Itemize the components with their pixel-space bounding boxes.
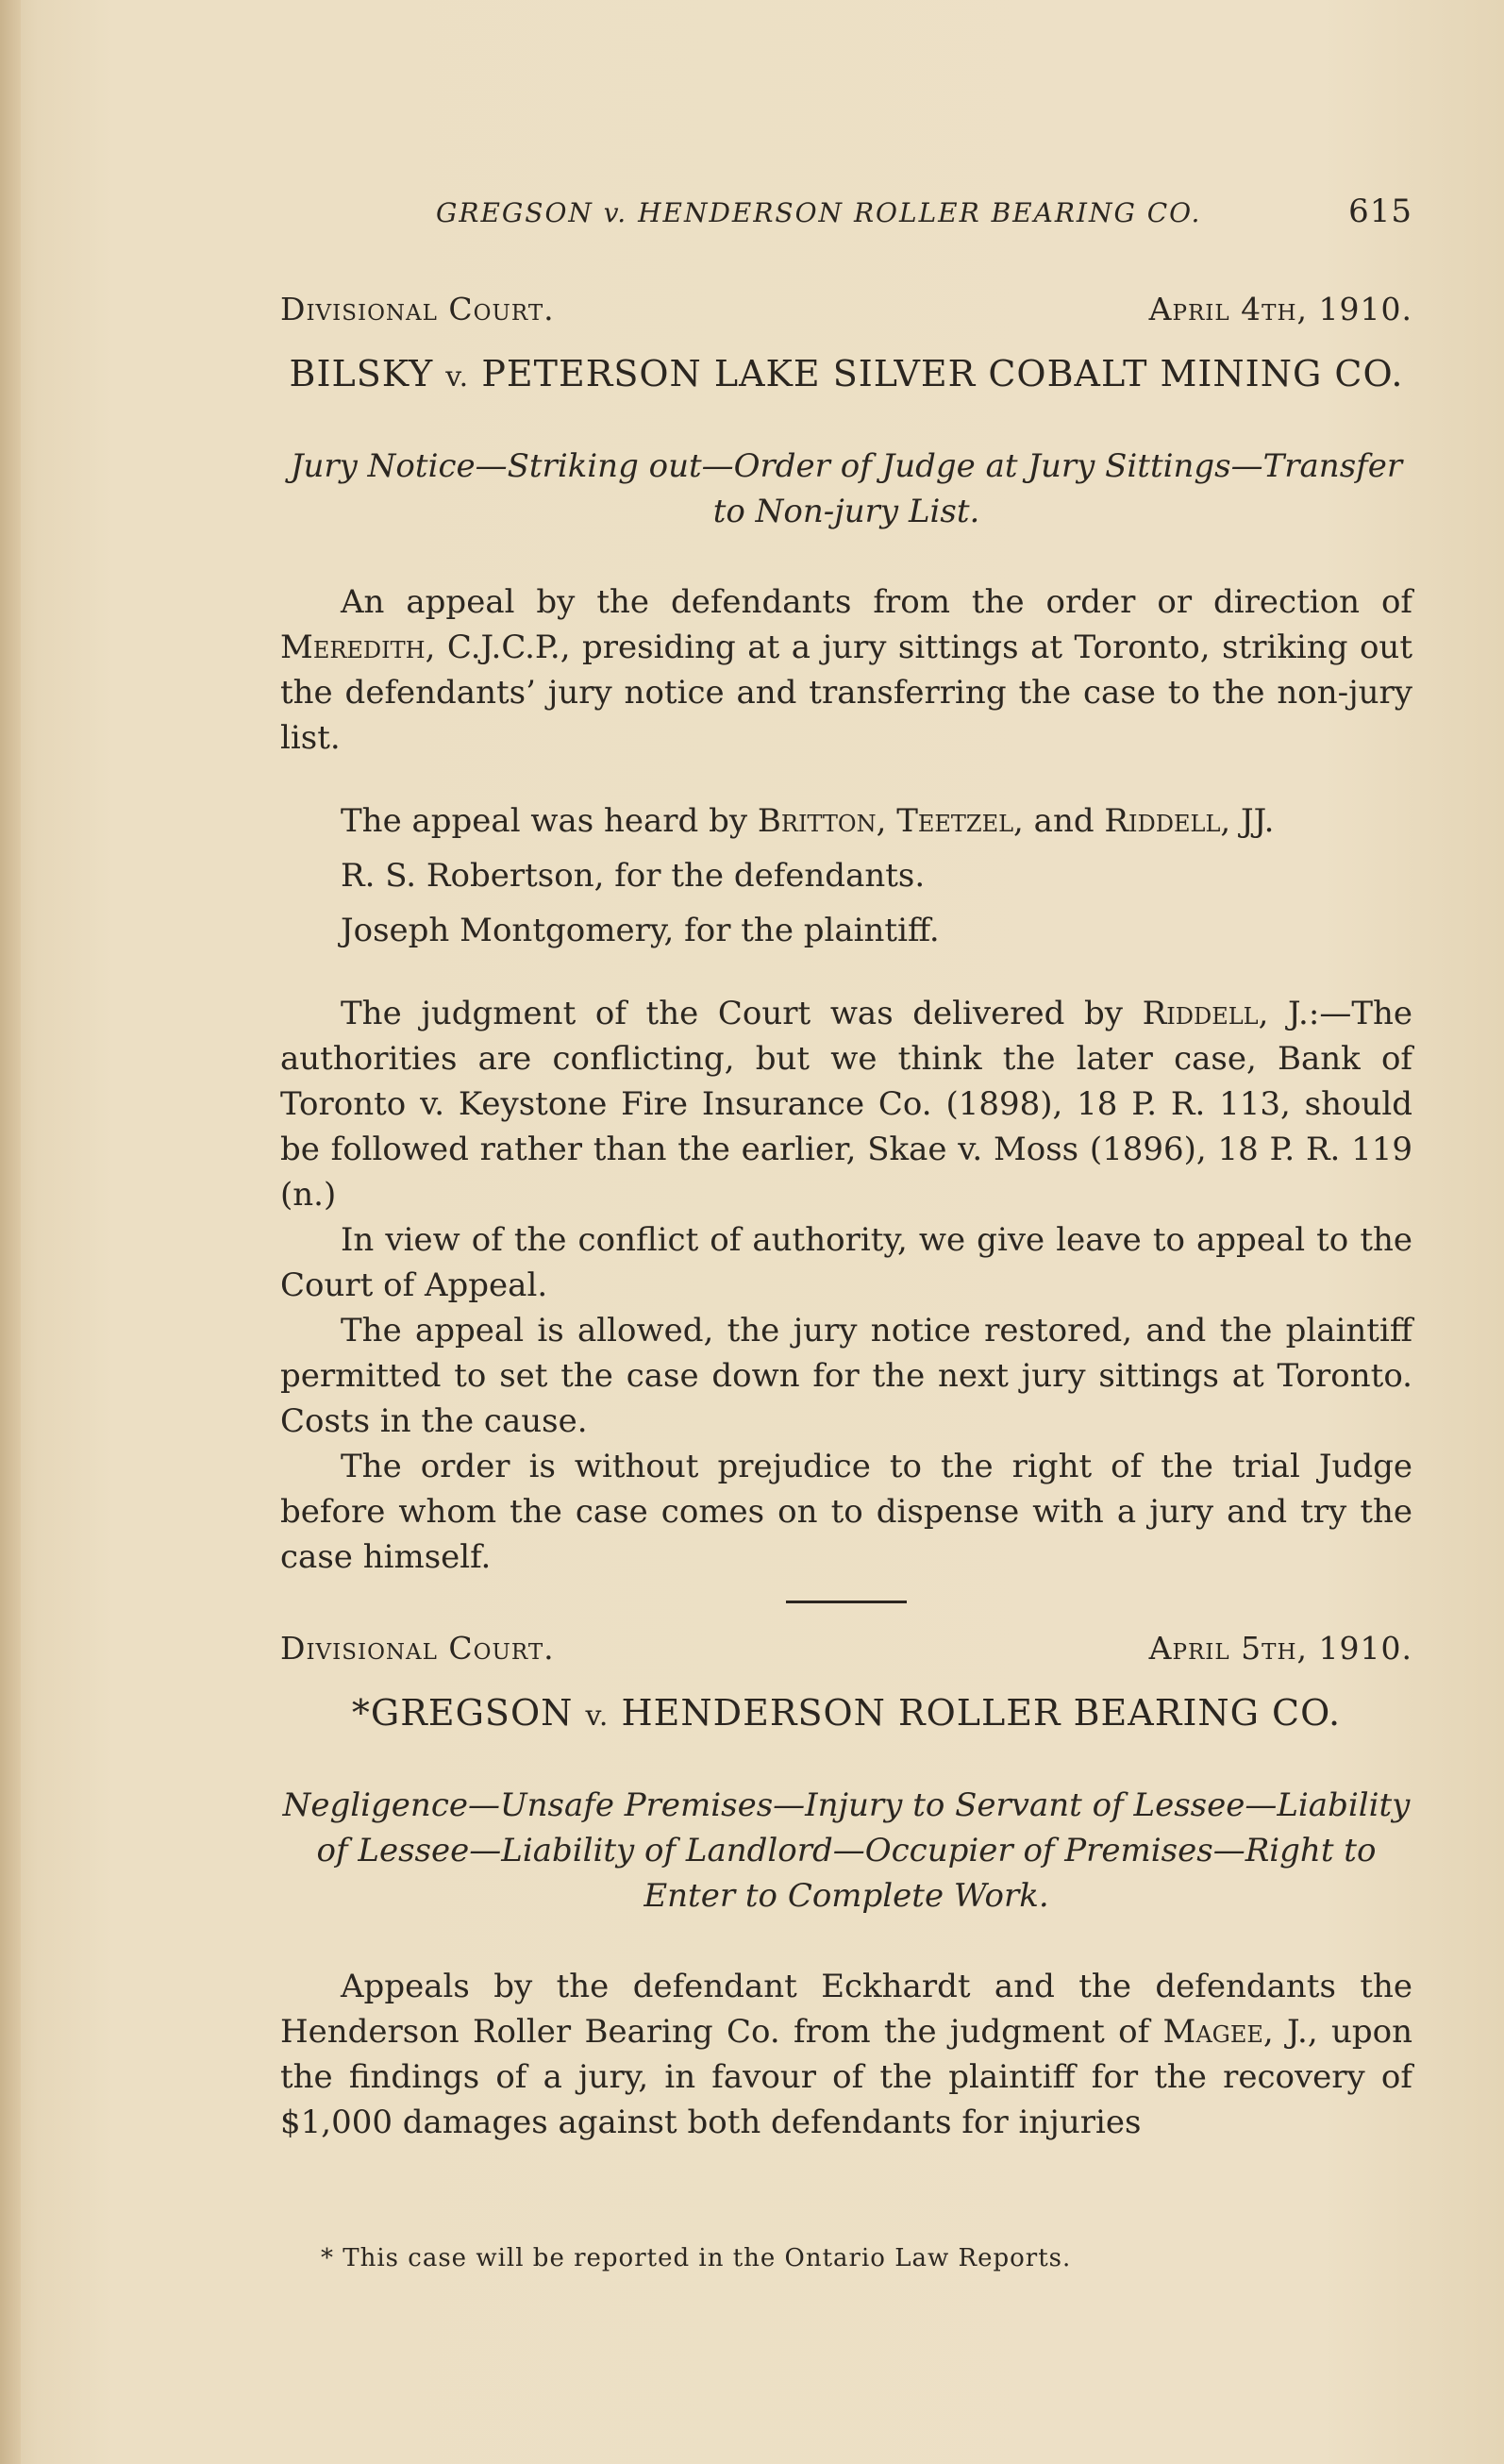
- running-head: [280, 189, 1412, 236]
- case1-intro: [280, 579, 1412, 761]
- case1-para-3: The appeal is allowed, the jury notice restored, and the plaintiff permitted to set the case down for the next jury sittings at Toronto. Costs in the cause.: [280, 1312, 1412, 1440]
- case1-intro-judge: Meredith: [280, 629, 426, 666]
- case1-catchwords: Jury Notice—Striking out—Order of Judge at Jury Sittings—Transfer to Non-jury List.: [290, 447, 1403, 530]
- case1-title-defendant: PETERSON LAKE SILVER COBALT MINING CO.: [481, 353, 1404, 394]
- case1-counsel-1: R. S. Robertson, for the defendants.: [341, 857, 926, 895]
- case2-title-plaintiff: *GREGSON: [351, 1692, 574, 1734]
- case2-intro-start: Appeals by the defendant Eckhardt and the defendants the Henderson Roller Bearing Co. from the judgment of: [280, 1968, 1412, 2051]
- case1-para-4: The order is without prejudice to the right of the trial Judge before whom the case comes on to dispense with a jury and try the case himself.: [280, 1448, 1412, 1576]
- case1-counsel-2: Joseph Montgomery, for the plaintiff.: [341, 912, 940, 949]
- case2-title-defendant: HENDERSON ROLLER BEARING CO.: [621, 1692, 1342, 1734]
- case2-intro-judge: Magee: [1162, 2013, 1263, 2051]
- case1-heard-judges: Britton, Teetzel,: [757, 802, 1024, 840]
- running-head-title: GREGSON v. HENDERSON ROLLER BEARING CO.: [436, 197, 1202, 228]
- page-number: 615: [1348, 193, 1412, 230]
- case2-court-line: [280, 1626, 1412, 1671]
- case2-title-versus: v.: [585, 1700, 610, 1733]
- case1-judgment-text: :—The authorities are conflicting, but we think the later case, Bank of Toronto v. Keystone Fire Insurance Co. (1898), 18 P. R. 113, should be followed rather than the earlier, Skae v. Moss (1896), 18 P. R. 119 (n.): [280, 995, 1413, 1214]
- case1-intro-rest: , C.J.C.P., presiding at a jury sittings at Toronto, striking out the defendants’ jury notice and transferring the case to the non-jury list.: [280, 629, 1412, 757]
- case1-heard-start: The appeal was heard by: [341, 802, 758, 840]
- case1-title-plaintiff: BILSKY: [289, 353, 434, 394]
- footnote: * This case will be reported in the Ontario Law Reports.: [321, 2244, 1072, 2272]
- case1-judgment-judge: Riddell, J.: [1142, 995, 1309, 1032]
- case1-heard-and: and: [1023, 802, 1105, 840]
- page-content: [280, 189, 1412, 2145]
- spacer: [280, 761, 1412, 798]
- case2-date: April 5th, 1910.: [1148, 1630, 1412, 1667]
- case1-date: April 4th, 1910.: [1148, 291, 1412, 327]
- case2-court: Divisional Court.: [280, 1630, 555, 1667]
- case1-judgment: [280, 991, 1412, 1217]
- case1-judgment-start: The judgment of the Court was delivered by: [341, 995, 1143, 1032]
- spacer: [280, 953, 1412, 991]
- case1-heard: [280, 798, 1412, 844]
- section-divider: [786, 1601, 907, 1603]
- case2-intro: [280, 1964, 1412, 2145]
- spacer: [280, 898, 1412, 908]
- case1-title: [280, 351, 1412, 400]
- case1-court-line: [280, 287, 1412, 332]
- spacer: [280, 844, 1412, 853]
- case1-heard-last: Riddell, JJ.: [1104, 802, 1275, 840]
- case2-intro-rest: , J., upon the findings of a jury, in favour of the plaintiff for the recovery of $1,000 damages against both defendants for injuries: [280, 2013, 1413, 2141]
- case1-intro-start: An appeal by the defendants from the order or direction of: [341, 583, 1412, 621]
- case2-title: [280, 1690, 1412, 1739]
- case1-title-versus: v.: [445, 360, 470, 394]
- book-spine-shadow: [0, 0, 21, 2464]
- case1-para-2: In view of the conflict of authority, we give leave to appeal to the Court of Appeal.: [280, 1221, 1412, 1304]
- case1-court: Divisional Court.: [280, 291, 555, 327]
- case2-catchwords: Negligence—Unsafe Premises—Injury to Servant of Lessee—Liability of Lessee—Liability of Landlord—Occupier of Premises—Right to Enter to Complete Work.: [282, 1786, 1411, 1915]
